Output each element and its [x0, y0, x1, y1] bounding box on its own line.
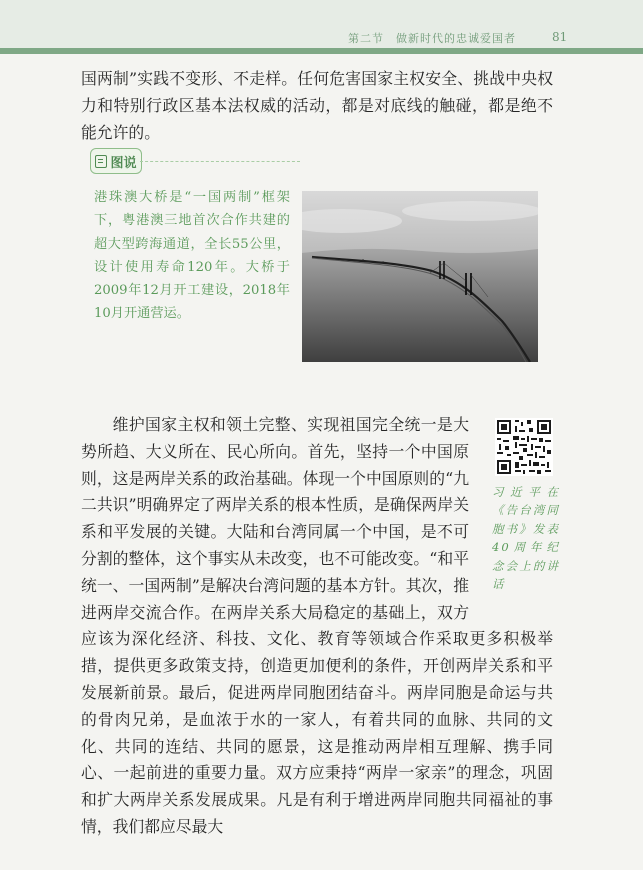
figure-label-divider: [140, 161, 300, 163]
paragraph-top: 国两制”实践不变形、不走样。任何危害国家主权安全、挑战中央权力和特别行政区基本法权威的活动，都是对底线的触碰，都是绝不能允许的。: [81, 69, 553, 142]
paragraph-main-container: [81, 412, 553, 841]
figure-caption: 港珠澳大桥是“一国两制”框架下，粤港澳三地首次合作共建的超大型跨海通道，全长55公里，设计使用寿命120年。大桥于2009年12月开工建设，2018年10月开通营运。: [94, 190, 290, 322]
bridge-photo: [302, 191, 538, 362]
book-icon: [95, 155, 107, 168]
qr-caption: 习近平在《告台湾同胞书》发表40周年纪念会上的讲话: [492, 485, 560, 592]
figure-label-badge: [90, 148, 142, 174]
paragraph-main: 维护国家主权和领土完整、实现祖国完全统一是大势所趋、大义所在、民心所向。首先，坚持一个中国原则，这是两岸关系的政治基础。体现一个中国原则的“九二共识”明确界定了两岸关系的根本性质，是确保两岸关系和平发展的关键。大陆和台湾同属一个中国，是不可分割的整体，这个事实从未改变，也不可能改变。“和平统一、一国两制”是解决台湾问题的基本方针。其次，推进两岸交流合作。在两岸关系大局稳定的基础上，双方应该为深化经济、科技、文化、教育等领域合作采取更多积极举措，提供更多政策支持，创造更加便利的条件，开创两岸关系和平发展新前景。最后，促进两岸同胞团结奋斗。两岸同胞是命运与共的骨肉兄弟，是血浓于水的一家人，有着共同的血脉、共同的文化、共同的连结、共同的愿景，这是推动两岸相互理解、携手同心、一起前进的重要力量。双方应秉持“两岸一家亲”的理念，巩固和扩大两岸关系发展成果。凡是有利于增进两岸同胞共同福祉的事情，我们都应尽最大: [81, 415, 553, 836]
page-header: [0, 0, 643, 52]
header-rule: [0, 48, 643, 54]
chapter-title: 第二节 做新时代的忠诚爱国者: [348, 32, 516, 45]
page-number: 81: [552, 30, 568, 44]
sidebar-spacer: [469, 412, 553, 600]
figure-label: 图说: [110, 155, 137, 171]
